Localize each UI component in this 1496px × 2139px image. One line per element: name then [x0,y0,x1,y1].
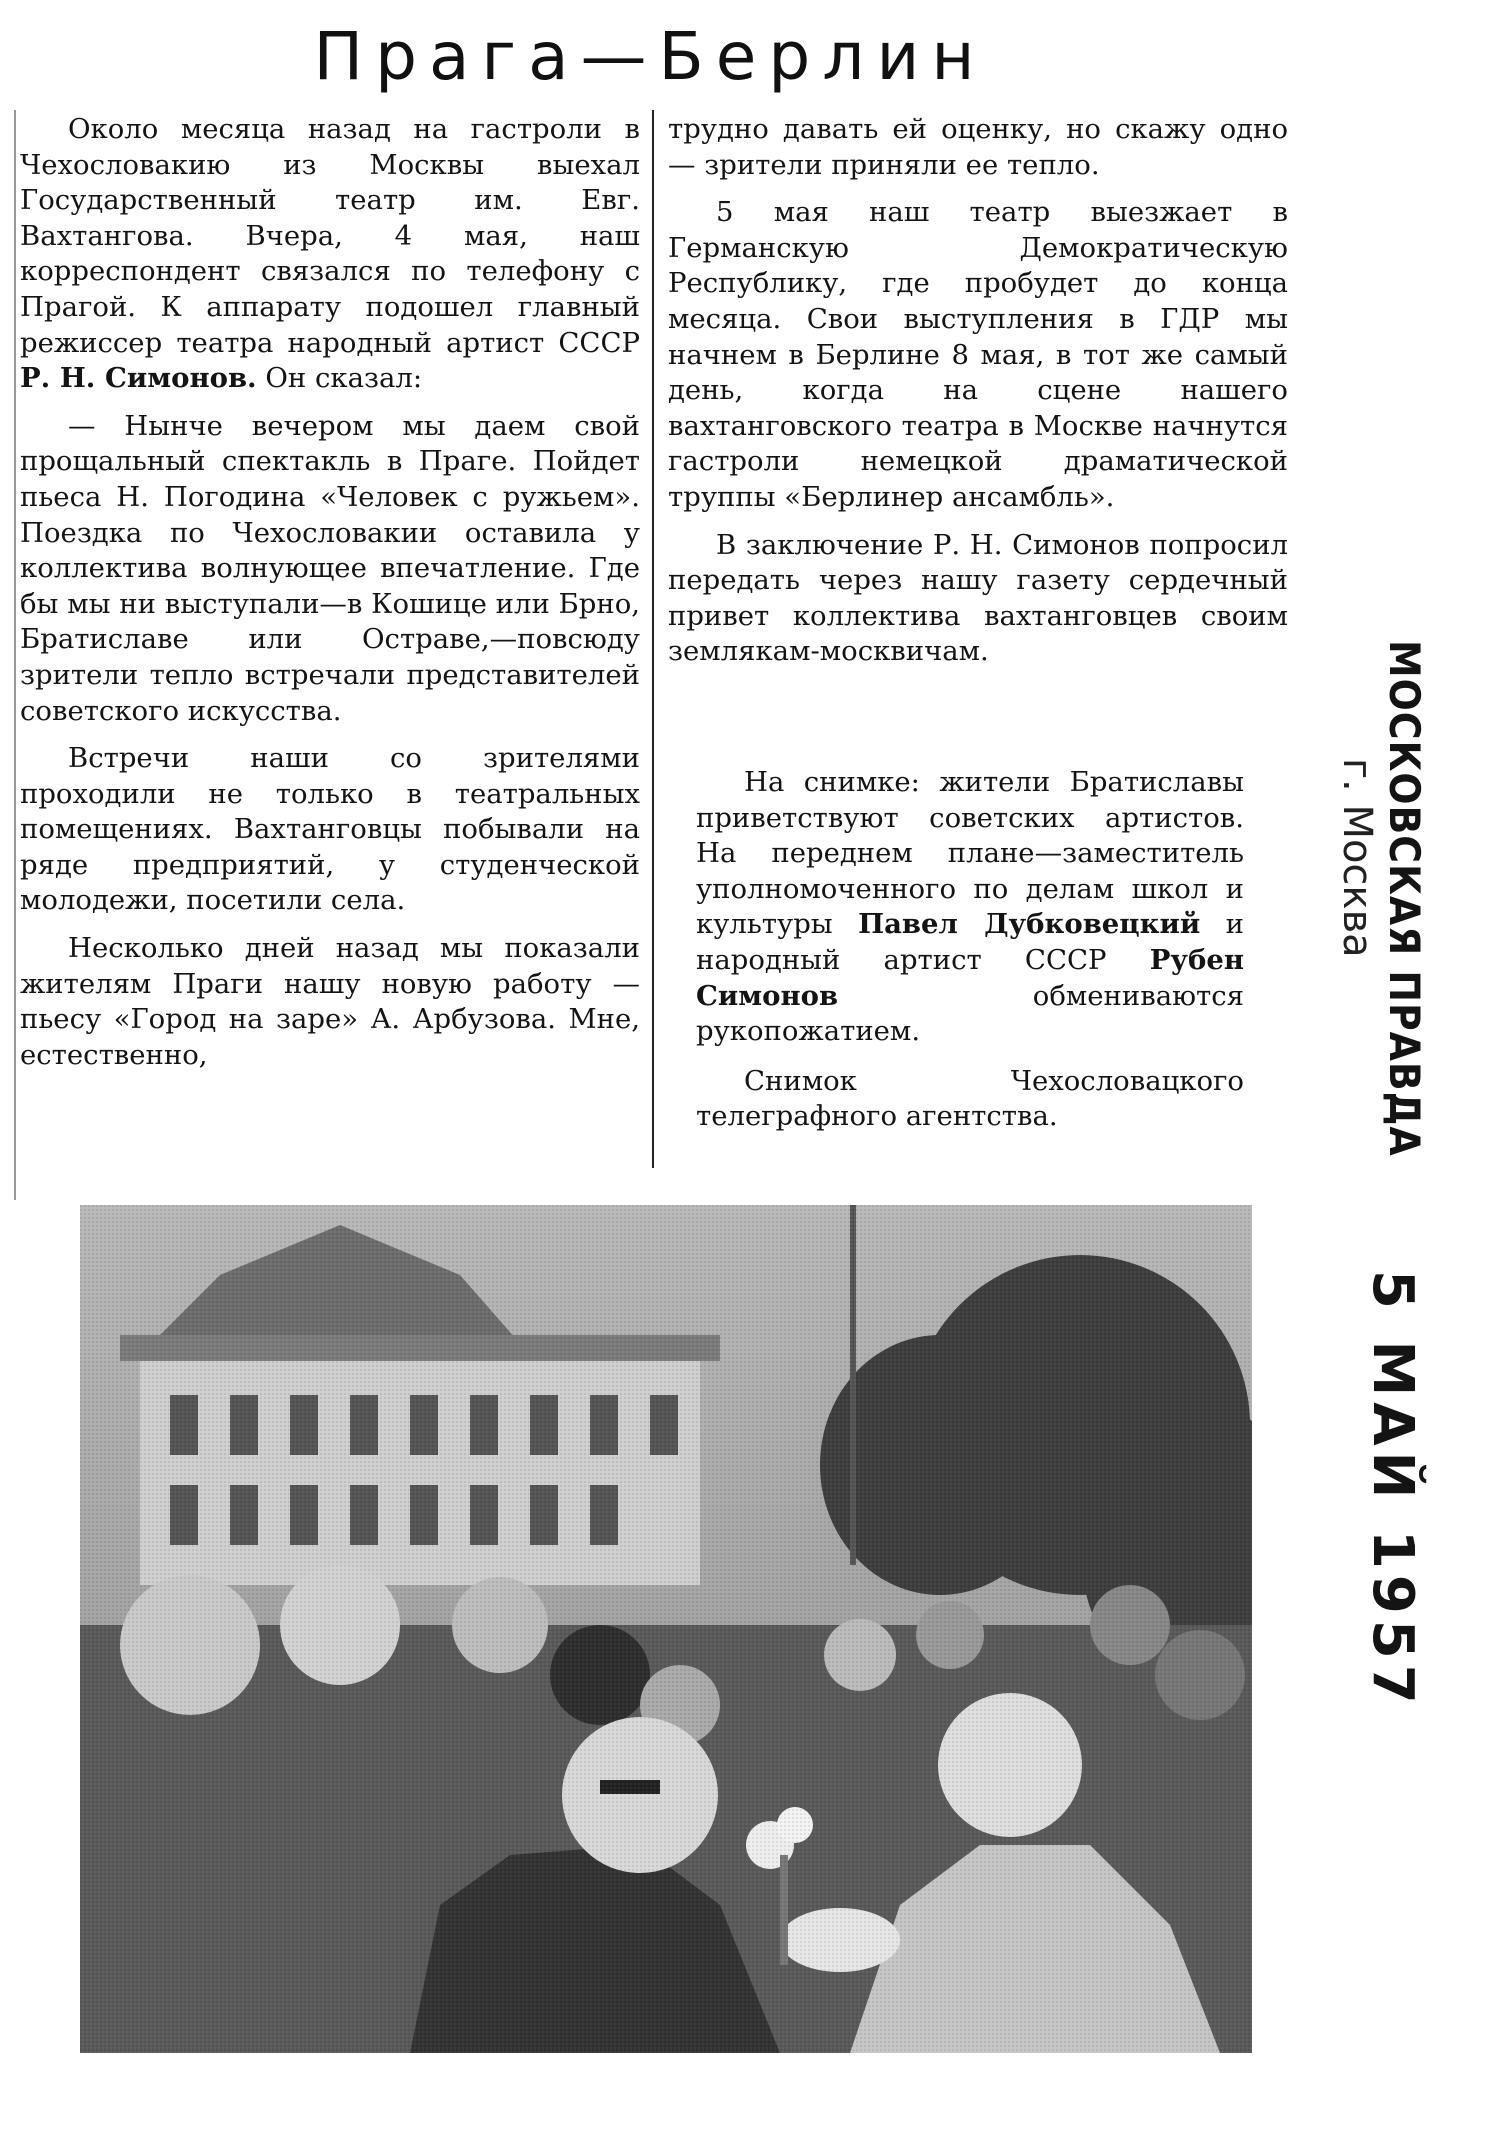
news-photo [80,1205,1252,2053]
photo-caption [696,765,1244,1149]
left-paragraph-3: Встречи наши со зрителями проходили не только в театральных помещениях. Вахтанговцы побывали на ряде предприятий, у студенческой молодежи, посетили села. [20,742,640,917]
headline: Прага—Берлин [313,18,987,95]
caption-start: На снимке: жители Братиславы приветствуют советских артистов. На переднем плане—заместитель уполномоченного по делам школ и культуры [696,766,1244,941]
caption-name-dubkovecky: Павел Дубковецкий [858,908,1201,941]
left-p1-end: Он сказал: [256,362,423,395]
middle-paragraph-3: В заключение Р. Н. Симонов попросил передать через нашу газету сердечный привет коллектива вахтанговцев своим землякам-москвичам. [668,528,1288,668]
left-column [20,112,640,1162]
left-paragraph-4: Несколько дней назад мы показали жителям Праги нашу новую работу — пьесу «Город на заре» А. Арбузова. Мне, естественно, [20,932,640,1071]
middle-paragraph-1: трудно давать ей оценку, но скажу одно — зрители приняли ее тепло. [668,113,1288,181]
caption-name-simonov: Рубен Симонов [696,943,1244,1012]
stamp-newspaper-name: МОСКОВСКАЯ ПРАВДА [1380,640,1429,1157]
left-paragraph-2: — Нынче вечером мы даем свой прощальный спектакль в Праге. Пойдет пьеса Н. Погодина «Человек с ружьем». Поездка по Чехословакии оставила у коллектива волнующее впечатление. Где бы мы ни выступали—в Кошице или Брно, Братиславе или Остраве,—повсюду зрители тепло встречали представителей советского искусства. [20,409,640,727]
middle-column [668,112,1288,832]
stamp-city: г. Москва [1334,758,1380,958]
middle-paragraph-2: 5 мая наш театр выезжает в Германскую Демократическую Республику, где пробудет до конца месяца. Свои выступления в ГДР мы начнем в Берлине 8 мая, в тот же самый день, когда на сцене нашего вахтанговского театра в Москве начнутся гастроли немецкой драматической труппы «Берлинер ансамбль». [668,196,1288,513]
photo-credit: Снимок Чехословацкого телеграфного агентства. [696,1064,1244,1133]
left-paragraph-1 [20,112,640,397]
left-p1-text: Около месяца назад на гастроли в Чехословакию из Москвы выехал Государственный театр им. Евг. Вахтангова. Вчера, 4 мая, наш корреспондент связался по телефону с Прагой. К аппарату подошел главный режиссер театра народный артист СССР [20,113,640,359]
simonov-name: Р. Н. Симонов. [20,362,257,395]
stamp-date: 5 МАЙ 1957 [1360,1270,1425,1710]
caption-mid: и народный артист СССР [696,908,1245,976]
caption-text [696,765,1244,1050]
photo-illustration [80,1205,1252,2053]
left-edge-rule [14,110,16,1200]
column-divider [652,110,654,1168]
caption-end: обмениваются рукопожатием. [696,979,1244,1048]
